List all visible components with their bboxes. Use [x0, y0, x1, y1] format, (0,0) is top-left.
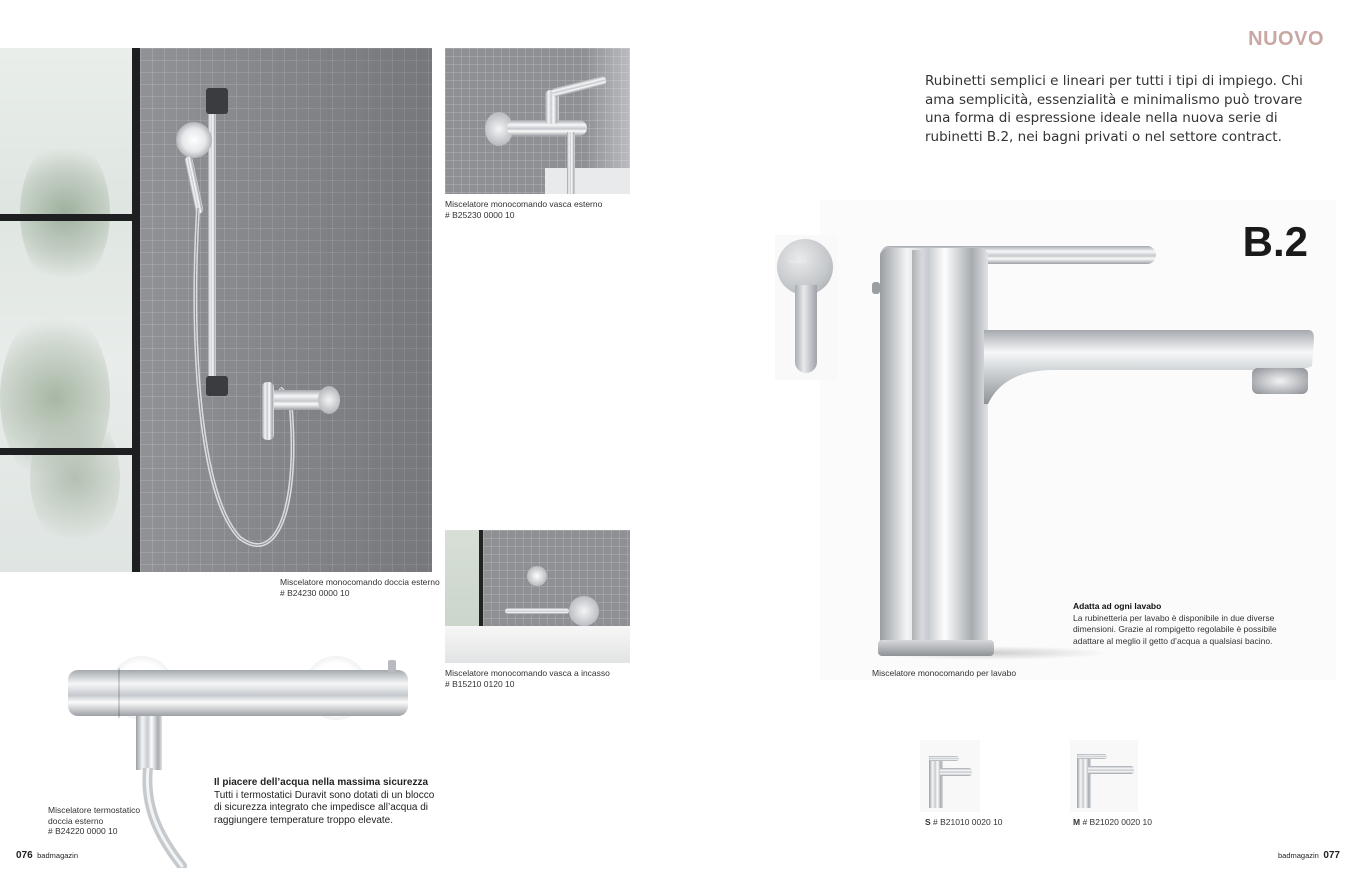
basin-caption: Miscelatore monocomando per lavabo — [872, 668, 1017, 678]
caption-shower-mixer — [280, 577, 440, 598]
size-thumb-s — [920, 740, 980, 812]
caption-shower-mixer-code: # B24230 0000 10 — [280, 587, 350, 598]
info-box — [1073, 601, 1288, 647]
bath-mixer-conc-photo — [445, 530, 630, 663]
caption-thermostat-line1: Miscelatore termostatico — [48, 805, 141, 815]
right-magazine-name: badmagazin — [1277, 851, 1319, 860]
caption-thermostat-line2: doccia esterno — [48, 815, 104, 826]
caption-bath-mixer-ext — [445, 199, 602, 220]
size-code-m: # B21020 0020 10 — [1082, 817, 1152, 827]
intro-text: Rubinetti semplici e lineari per tutti i tipi di impiego. Chi ama semplicità, essenzialità e minimalismo può trovare una forma di espressione ideale nella nuova serie di rubinetti B.2, nei bagni privati o nel settore contract. — [925, 73, 1303, 145]
feature-text — [214, 777, 440, 827]
bath-mixer-ext-photo — [445, 48, 630, 194]
basin-mixer-body — [880, 334, 988, 646]
caption-bath-mixer-conc — [445, 668, 610, 689]
hand-shower-head — [176, 122, 212, 158]
label-new: NUOVO — [1248, 28, 1324, 50]
caption-bath-mixer-ext-name: Miscelatore monocomando vasca esterno — [445, 199, 603, 209]
size-code-s: # B21010 0020 10 — [933, 817, 1003, 827]
info-body: La rubinetteria per lavabo è disponibile in due diverse dimensioni. Grazie al rompigetto regolabile è possibile adattare al meglio il getto d’acqua a qualsiasi bacino. — [1073, 612, 1277, 646]
caption-bath-mixer-conc-code: # B15210 0120 10 — [445, 678, 515, 689]
right-folio — [1250, 845, 1340, 863]
series-title: B.2 — [1242, 218, 1308, 265]
caption-thermostat — [48, 805, 140, 837]
window-area — [0, 48, 140, 572]
feature-body: Tutti i termostatici Duravit sono dotati di un blocco di sicurezza integrato che impedisce all’acqua di raggiungere temperature troppo elevate. — [214, 789, 435, 826]
size-caption-m — [1073, 817, 1152, 828]
basin-mixer-spout — [984, 326, 1320, 406]
feature-title: Il piacere dell’acqua nella massima sicurezza — [214, 777, 428, 788]
size-label-s: S — [925, 817, 931, 827]
size-label-m: M — [1073, 817, 1081, 827]
info-title: Adatta ad ogni lavabo — [1073, 601, 1162, 611]
size-caption-s — [925, 817, 1003, 828]
shower-mixer-lever — [262, 382, 274, 440]
caption-thermostat-code: # B24220 0000 10 — [48, 826, 118, 836]
caption-shower-mixer-name: Miscelatore monocomando doccia esterno — [280, 577, 440, 587]
shower-hose — [180, 198, 320, 558]
caption-bath-mixer-conc-name: Miscelatore monocomando vasca a incasso — [445, 668, 610, 678]
left-page-number: 076 — [16, 850, 33, 861]
basin-mixer-head — [880, 248, 988, 340]
shower-photo — [0, 48, 432, 572]
caption-bath-mixer-ext-code: # B25230 0000 10 — [445, 209, 515, 220]
left-magazine-name: badmagazin — [37, 851, 79, 860]
handshower-detail — [775, 235, 837, 380]
size-thumb-m — [1070, 740, 1138, 812]
left-folio — [16, 845, 78, 863]
right-page-number: 077 — [1323, 850, 1340, 861]
handshower-logo: DURAVIT — [789, 259, 807, 264]
